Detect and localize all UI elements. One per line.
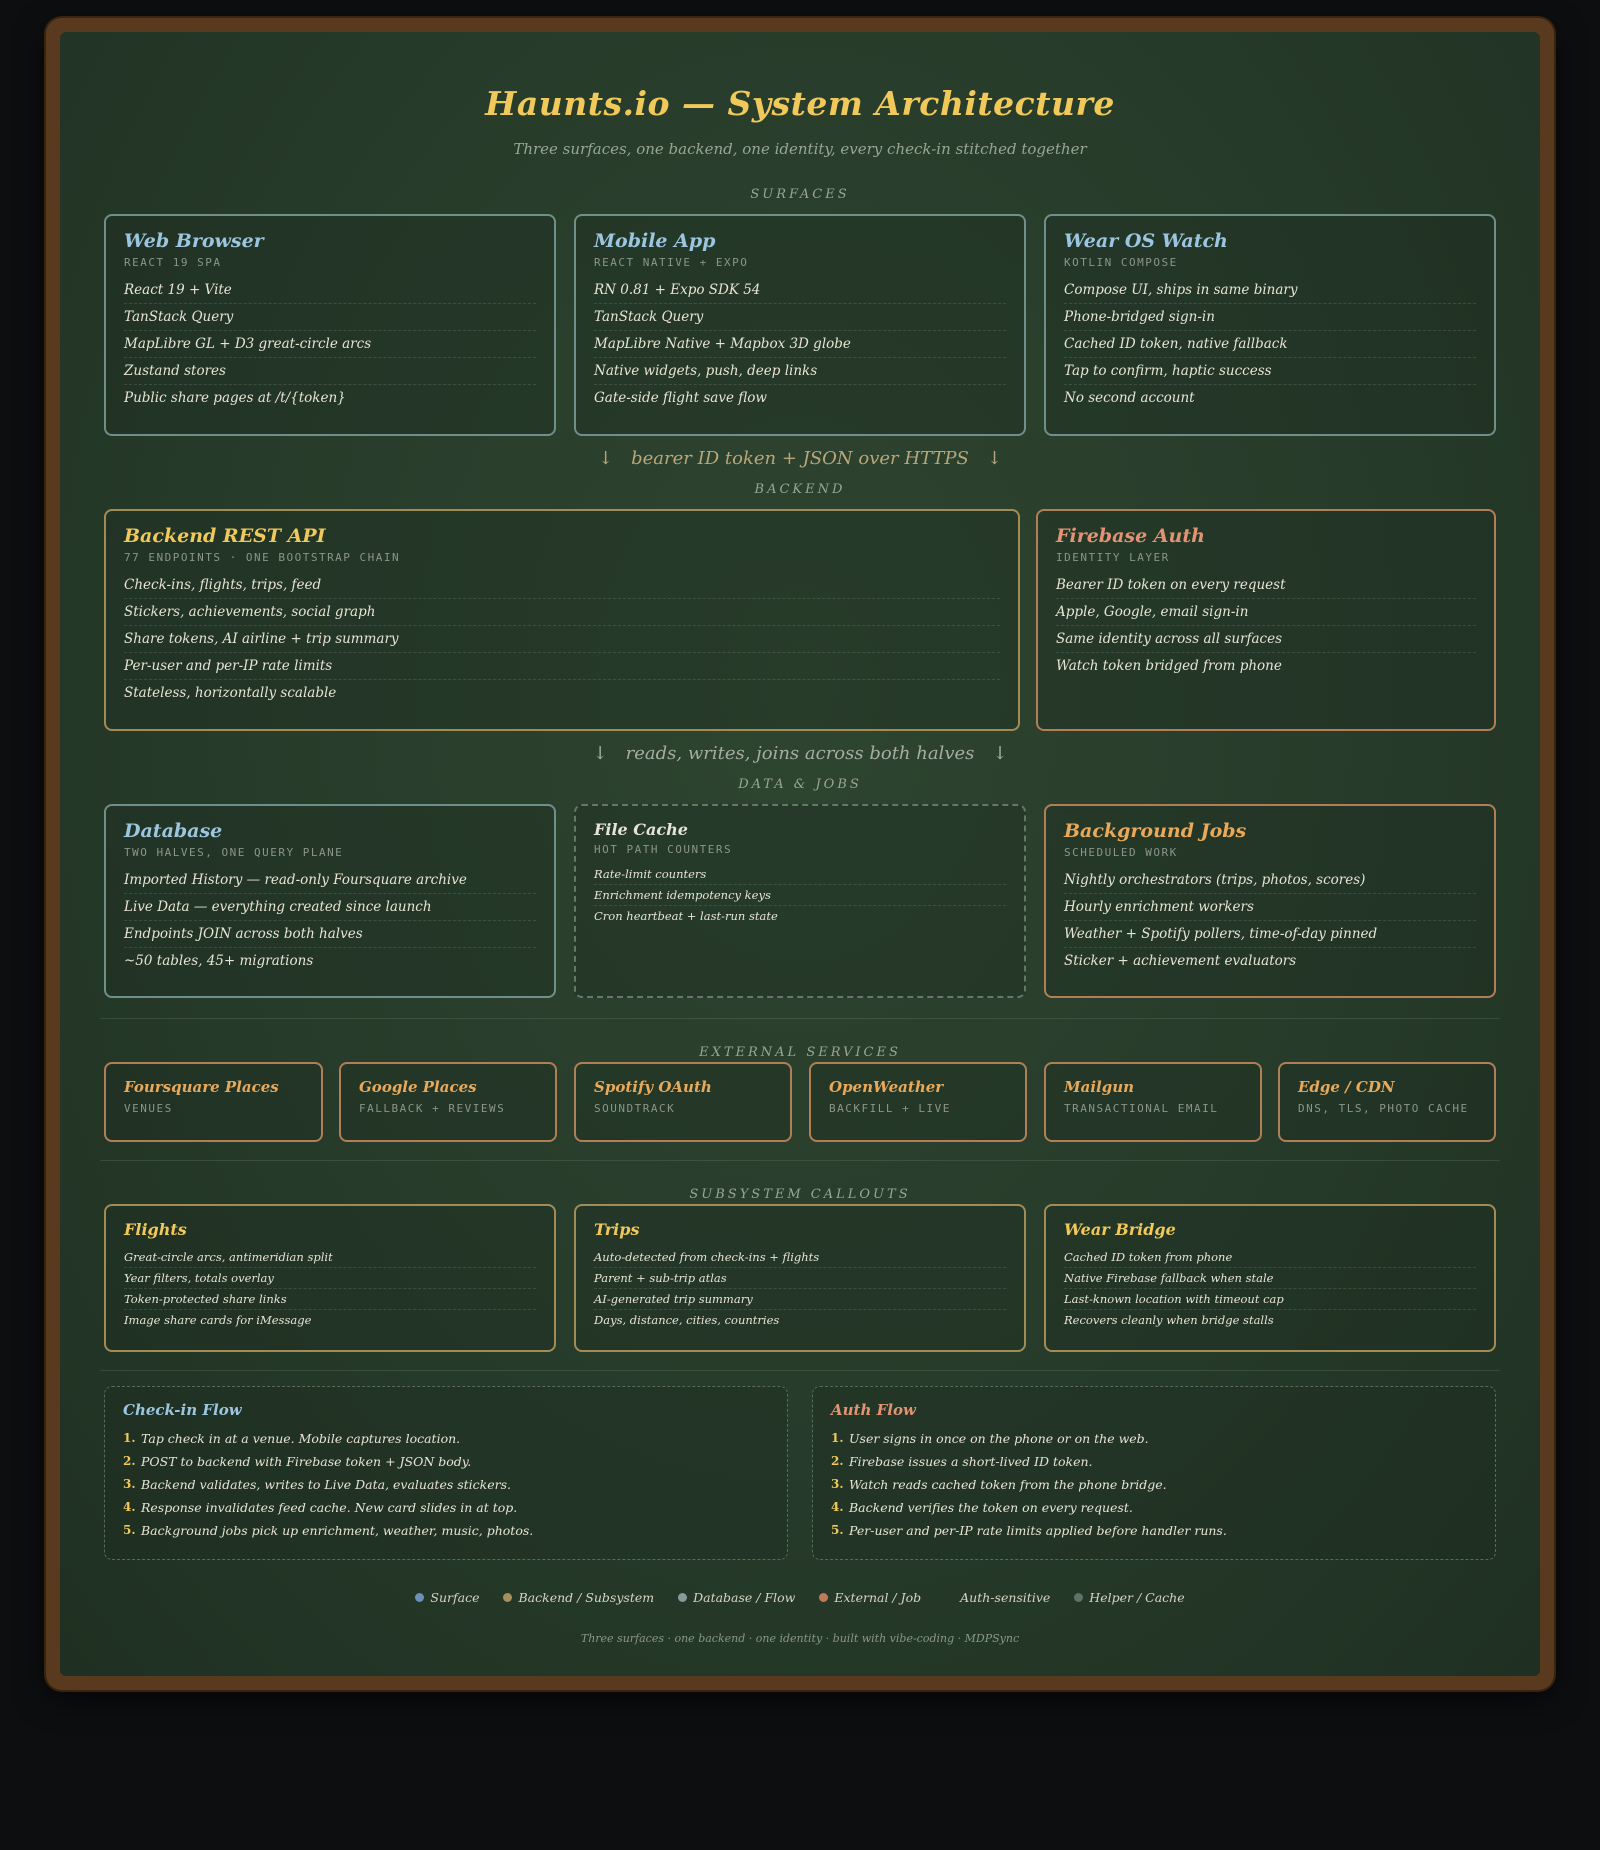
box-title: Trips <box>594 1220 640 1239</box>
list-item: Auto-detected from check-ins + flights <box>594 1247 1006 1268</box>
external-openweather <box>809 1062 1027 1142</box>
list-item: Same identity across all surfaces <box>1056 626 1476 653</box>
firebase-auth <box>1036 509 1496 731</box>
flow-step: 5. Per-user and per-IP rate limits applied before handler runs. <box>831 1523 1227 1538</box>
list-item: No second account <box>1064 390 1195 406</box>
connector-backend-data <box>60 743 1540 764</box>
list-item: Native Firebase fallback when stale <box>1064 1268 1476 1289</box>
list-item: Recovers cleanly when bridge stalls <box>1064 1313 1274 1327</box>
list-item: ~50 tables, 45+ migrations <box>124 953 314 969</box>
section-label-external: EXTERNAL SERVICES <box>699 1045 901 1060</box>
arrow-down-icon: ↓ <box>592 743 608 764</box>
box-subtitle: REACT NATIVE + EXPO <box>594 256 749 269</box>
file-cache-box <box>574 804 1026 998</box>
section-label-callouts: SUBSYSTEM CALLOUTS <box>689 1187 911 1202</box>
box-title: Background Jobs <box>1064 820 1247 842</box>
box-title: File Cache <box>594 820 688 839</box>
box-title: Foursquare Places <box>124 1078 279 1096</box>
list-item: Image share cards for iMessage <box>124 1313 312 1327</box>
database-box <box>104 804 556 998</box>
list-item: Enrichment idempotency keys <box>594 885 1006 906</box>
surface-mobile-app <box>574 214 1026 436</box>
flow-title: Check-in Flow <box>123 1401 242 1419</box>
list-item: Per-user and per-IP rate limits <box>124 653 1000 680</box>
box-subtitle: TRANSACTIONAL EMAIL <box>1064 1102 1219 1115</box>
legend-label: Surface <box>430 1590 480 1605</box>
list-item: Phone-bridged sign-in <box>1064 304 1476 331</box>
box-title: Web Browser <box>124 230 264 252</box>
box-subtitle: VENUES <box>124 1102 173 1115</box>
box-title: Backend REST API <box>124 525 326 547</box>
list-item: Tap to confirm, haptic success <box>1064 358 1476 385</box>
flow-step: 1. User signs in once on the phone or on the web. <box>831 1431 1149 1446</box>
box-subtitle: HOT PATH COUNTERS <box>594 843 733 856</box>
legend-item <box>945 1590 1050 1605</box>
flow-step: 2. Firebase issues a short-lived ID token. <box>831 1454 1093 1469</box>
connector-surfaces-backend <box>60 448 1540 469</box>
legend-dot-icon <box>1074 1593 1083 1602</box>
box-title: Flights <box>124 1220 187 1239</box>
list-item: Live Data — everything created since launch <box>124 894 536 921</box>
box-title: Mobile App <box>594 230 716 252</box>
page-title: Haunts.io — System Architecture <box>485 84 1115 123</box>
list-item: Sticker + achievement evaluators <box>1064 953 1297 969</box>
chalkboard <box>60 32 1540 1676</box>
list-item: Days, distance, cities, countries <box>594 1313 780 1327</box>
callout-trips <box>574 1204 1026 1352</box>
list-item: Cron heartbeat + last-run state <box>594 909 778 923</box>
list-item: Gate-side flight save flow <box>594 390 767 406</box>
list-item: TanStack Query <box>594 304 1006 331</box>
flow-step: 1. Tap check in at a venue. Mobile captures location. <box>123 1431 461 1446</box>
box-subtitle: BACKFILL + LIVE <box>829 1102 951 1115</box>
connector-label: reads, writes, joins across both halves <box>625 743 975 764</box>
list-item: Cached ID token from phone <box>1064 1247 1476 1268</box>
surface-wear-os-watch <box>1044 214 1496 436</box>
callout-wear-bridge <box>1044 1204 1496 1352</box>
auth-flow-box <box>812 1386 1496 1560</box>
flow-step: 3. Watch reads cached token from the phone bridge. <box>831 1477 1167 1492</box>
legend-label: Auth-sensitive <box>960 1590 1051 1605</box>
external-google-places <box>339 1062 557 1142</box>
list-item: Zustand stores <box>124 358 536 385</box>
legend-dot-icon <box>678 1593 687 1602</box>
box-title: Google Places <box>359 1078 477 1096</box>
chalkboard-frame <box>46 18 1554 1690</box>
box-title: OpenWeather <box>829 1078 944 1096</box>
section-label-backend: BACKEND <box>754 482 846 497</box>
external-foursquare <box>104 1062 323 1142</box>
list-item: Year filters, totals overlay <box>124 1268 536 1289</box>
list-item: Compose UI, ships in same binary <box>1064 277 1476 304</box>
list-item: Token-protected share links <box>124 1289 536 1310</box>
list-item: Apple, Google, email sign-in <box>1056 599 1476 626</box>
box-subtitle: IDENTITY LAYER <box>1056 551 1170 564</box>
box-title: Mailgun <box>1064 1078 1135 1096</box>
legend <box>60 1590 1540 1605</box>
flow-step: 2. POST to backend with Firebase token + JSON body. <box>123 1454 472 1469</box>
legend-label: Database / Flow <box>693 1590 796 1605</box>
divider <box>100 1160 1500 1161</box>
background-jobs-box <box>1044 804 1496 998</box>
legend-label: Helper / Cache <box>1089 1590 1185 1605</box>
list-item: Hourly enrichment workers <box>1064 894 1476 921</box>
list-item: Cached ID token, native fallback <box>1064 331 1476 358</box>
list-item: Native widgets, push, deep links <box>594 358 1006 385</box>
list-item: Nightly orchestrators (trips, photos, scores) <box>1064 867 1476 894</box>
list-item: MapLibre GL + D3 great-circle arcs <box>124 331 536 358</box>
arrow-down-icon: ↓ <box>992 743 1008 764</box>
box-subtitle: SCHEDULED WORK <box>1064 846 1178 859</box>
box-subtitle: DNS, TLS, PHOTO CACHE <box>1298 1102 1469 1115</box>
page-subtitle: Three surfaces, one backend, one identity, every check-in stitched together <box>513 140 1087 158</box>
box-title: Database <box>124 820 223 842</box>
legend-label: External / Job <box>834 1590 922 1605</box>
backend-rest-api <box>104 509 1020 731</box>
arrow-down-icon: ↓ <box>598 448 614 469</box>
box-subtitle: TWO HALVES, ONE QUERY PLANE <box>124 846 344 859</box>
box-title: Firebase Auth <box>1056 525 1205 547</box>
arrow-down-icon: ↓ <box>986 448 1002 469</box>
list-item: MapLibre Native + Mapbox 3D globe <box>594 331 1006 358</box>
external-edge-cdn <box>1278 1062 1496 1142</box>
callout-flights <box>104 1204 556 1352</box>
legend-item <box>678 1590 795 1605</box>
box-title: Edge / CDN <box>1298 1078 1395 1096</box>
legend-item <box>1074 1590 1184 1605</box>
legend-dot-icon <box>819 1593 828 1602</box>
list-item: Endpoints JOIN across both halves <box>124 921 536 948</box>
divider <box>100 1370 1500 1371</box>
flow-title: Auth Flow <box>831 1401 916 1419</box>
legend-item <box>415 1590 479 1605</box>
list-item: Bearer ID token on every request <box>1056 572 1476 599</box>
list-item: Last-known location with timeout cap <box>1064 1289 1476 1310</box>
list-item: Stateless, horizontally scalable <box>124 685 337 701</box>
list-item: TanStack Query <box>124 304 536 331</box>
external-spotify <box>574 1062 792 1142</box>
list-item: AI-generated trip summary <box>594 1289 1006 1310</box>
list-item: Rate-limit counters <box>594 864 1006 885</box>
list-item: Watch token bridged from phone <box>1056 658 1282 674</box>
section-label-surfaces: SURFACES <box>750 187 850 202</box>
legend-item <box>503 1590 654 1605</box>
list-item: Parent + sub-trip atlas <box>594 1268 1006 1289</box>
box-subtitle: FALLBACK + REVIEWS <box>359 1102 506 1115</box>
checkin-flow-box <box>104 1386 788 1560</box>
list-item: Share tokens, AI airline + trip summary <box>124 626 1000 653</box>
list-item: Weather + Spotify pollers, time-of-day pinned <box>1064 921 1476 948</box>
list-item: React 19 + Vite <box>124 277 536 304</box>
surface-web-browser <box>104 214 556 436</box>
list-item: Public share pages at /t/{token} <box>124 390 346 406</box>
box-subtitle: SOUNDTRACK <box>594 1102 676 1115</box>
list-item: RN 0.81 + Expo SDK 54 <box>594 277 1006 304</box>
list-item: Check-ins, flights, trips, feed <box>124 572 1000 599</box>
flow-step: 4. Response invalidates feed cache. New card slides in at top. <box>123 1500 518 1515</box>
box-subtitle: REACT 19 SPA <box>124 256 222 269</box>
box-subtitle: KOTLIN COMPOSE <box>1064 256 1178 269</box>
connector-label: bearer ID token + JSON over HTTPS <box>631 448 969 469</box>
external-mailgun <box>1044 1062 1262 1142</box>
box-title: Wear Bridge <box>1064 1220 1176 1239</box>
legend-label: Backend / Subsystem <box>518 1590 655 1605</box>
list-item: Stickers, achievements, social graph <box>124 599 1000 626</box>
list-item: Great-circle arcs, antimeridian split <box>124 1247 536 1268</box>
box-subtitle: 77 ENDPOINTS · ONE BOOTSTRAP CHAIN <box>124 551 401 564</box>
legend-dot-icon <box>945 1593 954 1602</box>
legend-dot-icon <box>415 1593 424 1602</box>
list-item: Imported History — read-only Foursquare archive <box>124 867 536 894</box>
flow-step: 3. Backend validates, writes to Live Data, evaluates stickers. <box>123 1477 512 1492</box>
legend-item <box>819 1590 921 1605</box>
flow-step: 4. Backend verifies the token on every request. <box>831 1500 1133 1515</box>
divider <box>100 1018 1500 1019</box>
section-label-data-jobs: DATA & JOBS <box>738 777 862 792</box>
footer-note: Three surfaces · one backend · one identity · built with vibe-coding · MDPSync <box>580 1632 1020 1645</box>
legend-dot-icon <box>503 1593 512 1602</box>
box-title: Spotify OAuth <box>594 1078 712 1096</box>
flow-step: 5. Background jobs pick up enrichment, weather, music, photos. <box>123 1523 534 1538</box>
box-title: Wear OS Watch <box>1064 230 1228 252</box>
